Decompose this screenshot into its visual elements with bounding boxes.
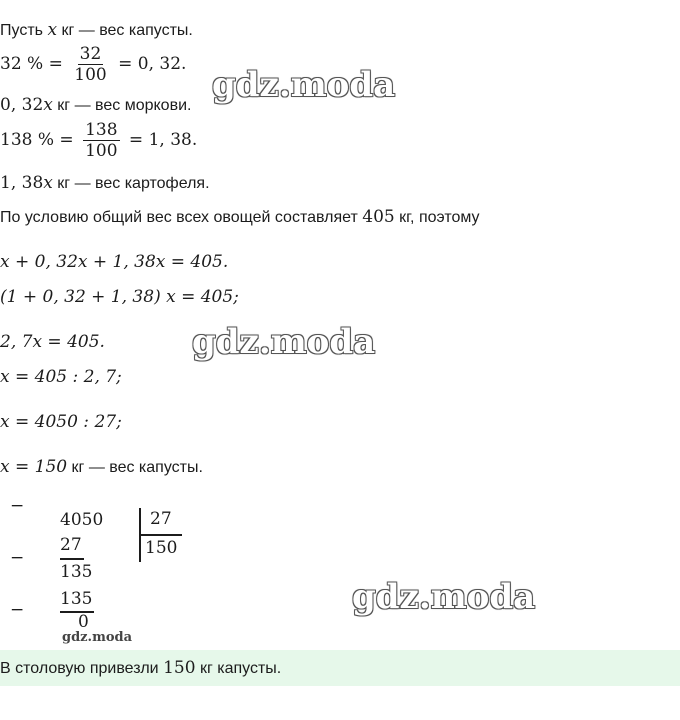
watermark-logo-small: gdz.moda bbox=[62, 630, 133, 645]
equation-5: x = 4050 : 27; bbox=[0, 412, 122, 432]
math-rhs: = 0, 32. bbox=[118, 54, 187, 74]
variable: x bbox=[43, 95, 53, 115]
minus-sign: − bbox=[10, 496, 25, 516]
equation-4: x = 405 : 2, 7; bbox=[0, 367, 122, 387]
dividend: 4050 bbox=[60, 510, 104, 530]
watermark-logo: gdz.moda bbox=[192, 322, 376, 362]
line-6 bbox=[0, 207, 480, 227]
underline-2 bbox=[60, 611, 94, 613]
text: По условию общий вес всех овощей составляет bbox=[0, 209, 363, 226]
fraction bbox=[72, 44, 108, 85]
division-bar-horizontal bbox=[140, 534, 182, 536]
remainder-2: 0 bbox=[78, 612, 89, 632]
quotient: 150 bbox=[145, 538, 178, 558]
fraction bbox=[83, 120, 119, 161]
numerator: 32 bbox=[79, 44, 102, 64]
math-lhs: 138 % = bbox=[0, 130, 74, 150]
watermark-logo: gdz.moda bbox=[212, 65, 396, 105]
text: кг, поэтому bbox=[394, 209, 480, 226]
denominator: 100 bbox=[74, 65, 107, 85]
text: кг капусты. bbox=[195, 660, 282, 677]
text: В столовую привезли bbox=[0, 660, 164, 677]
line-5 bbox=[0, 173, 210, 193]
equation-2: (1 + 0, 32 + 1, 38) x = 405; bbox=[0, 287, 239, 307]
answer-text bbox=[0, 658, 281, 678]
math: x = 150 bbox=[0, 457, 68, 477]
text: кг — вес картофеля. bbox=[52, 175, 210, 192]
line-4-percent-fraction bbox=[0, 120, 197, 161]
variable: x bbox=[43, 173, 53, 193]
math: 1, 38 bbox=[0, 173, 44, 193]
subtrahend-1: 27 bbox=[60, 535, 82, 555]
watermark-logo: gdz.moda bbox=[352, 577, 536, 617]
divisor: 27 bbox=[150, 509, 172, 529]
denominator: 100 bbox=[85, 141, 118, 161]
remainder-1: 135 bbox=[60, 562, 93, 582]
minus-sign: − bbox=[10, 548, 25, 568]
number: 405 bbox=[362, 207, 395, 227]
text: кг — вес капусты. bbox=[57, 22, 193, 39]
variable: x bbox=[47, 20, 58, 40]
subtrahend-2: 135 bbox=[60, 589, 93, 609]
number: 150 bbox=[163, 658, 196, 678]
equation-3: 2, 7x = 405. bbox=[0, 332, 105, 352]
result-line bbox=[0, 457, 203, 477]
line-1 bbox=[0, 20, 193, 40]
underline-1 bbox=[60, 558, 84, 560]
minus-sign: − bbox=[10, 600, 25, 620]
math-lhs: 32 % = bbox=[0, 54, 63, 74]
line-3 bbox=[0, 95, 191, 115]
text: кг — вес капусты. bbox=[67, 459, 203, 476]
text: Пусть bbox=[0, 22, 48, 39]
answer-banner bbox=[0, 650, 680, 686]
text: кг — вес моркови. bbox=[52, 97, 192, 114]
numerator: 138 bbox=[85, 120, 118, 140]
equation-1: x + 0, 32x + 1, 38x = 405. bbox=[0, 252, 229, 272]
line-2-percent-fraction bbox=[0, 44, 186, 85]
math: 0, 32 bbox=[0, 95, 44, 115]
math-rhs: = 1, 38. bbox=[128, 130, 198, 150]
